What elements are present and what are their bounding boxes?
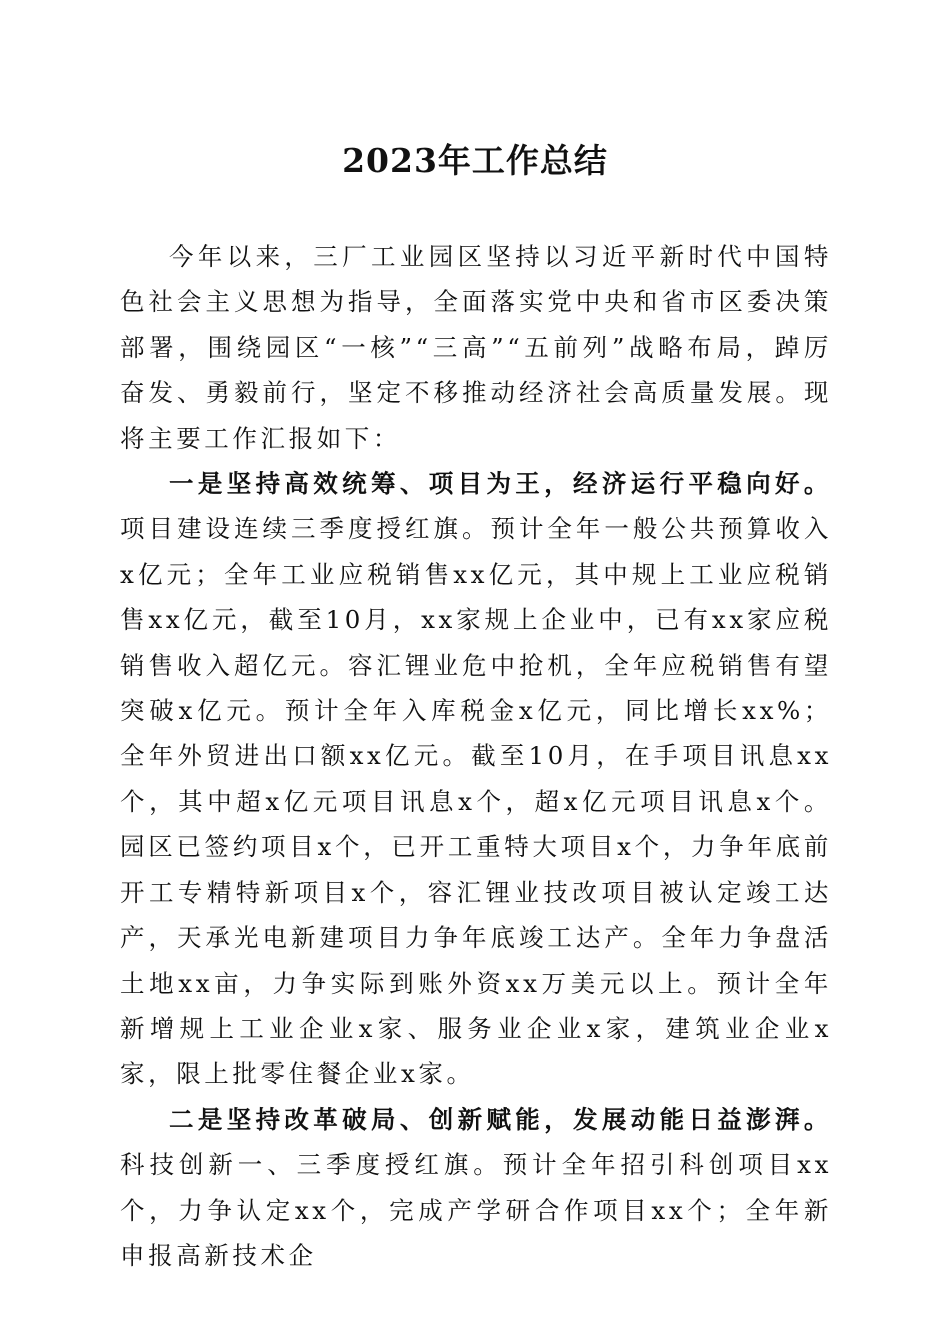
paragraph-text: 科技创新一、三季度授红旗。预计全年招引科创项目xx个，力争认定xx个，完成产学研合作项目xx个；全年新申报高新技术企: [120, 1150, 832, 1270]
document-title: 2023年工作总结: [342, 141, 608, 180]
paragraph-text: 今年以来，三厂工业园区坚持以习近平新时代中国特色社会主义思想为指导，全面落实党中央和省市区委决策部署，围绕园区“一核”“三高”“五前列”战略布局，踔厉奋发、勇毅前行，坚定不移推动经济社会高质量发展。现将主要工作汇报如下：: [120, 242, 832, 453]
paragraph-lead: 一是坚持高效统筹、项目为王，经济运行平稳向好。: [169, 469, 832, 499]
paragraph-innovation: [120, 1097, 832, 1279]
paragraph-text: 项目建设连续三季度授红旗。预计全年一般公共预算收入x亿元；全年工业应税销售xx亿元，其中规上工业应税销售xx亿元，截至10月，xx家规上企业中，已有xx家应税销售收入超亿元。容汇锂业危中抢机，全年应税销售有望突破x亿元。预计全年入库税金x亿元，同比增长xx%；全年外贸进出口额xx亿元。截至10月，在手项目讯息xx个，其中超x亿元项目讯息x个，超x亿元项目讯息x个。园区已签约项目x个，已开工重特大项目x个，力争年底前开工专精特新项目x个，容汇锂业技改项目被认定竣工达产，天承光电新建项目力争年底竣工达产。全年力争盘活土地xx亩，力争实际到账外资xx万美元以上。预计全年新增规上工业企业x家、服务业企业x家，建筑业企业x家，限上批零住餐企业x家。: [120, 514, 832, 1089]
document-body: [120, 234, 832, 1278]
paragraph-lead: 二是坚持改革破局、创新赋能，发展动能日益澎湃。: [169, 1104, 832, 1134]
paragraph-intro: [120, 234, 832, 461]
paragraph-economy: [120, 461, 832, 1097]
